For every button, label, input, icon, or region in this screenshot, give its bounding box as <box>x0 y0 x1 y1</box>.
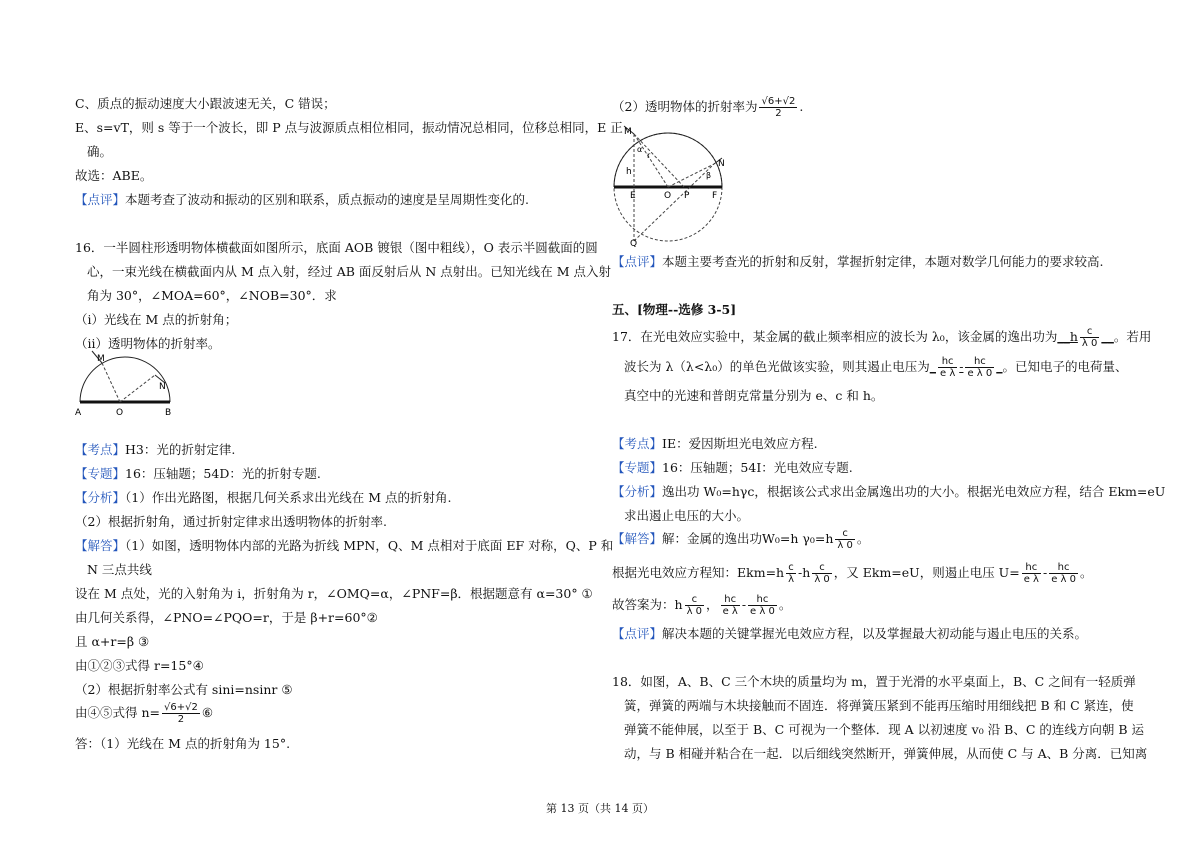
text-line: 故选：ABE。 <box>75 168 153 183</box>
text-line: E、s=vT，则 s 等于一个波长，即 P 点与波源质点相位相同，振动情况总相同，位移总相同，E 正 <box>75 120 623 135</box>
section-heading: 五、[物理--选修 3-5] <box>612 302 737 317</box>
label-q: Q <box>630 239 638 247</box>
comment-line <box>75 192 529 208</box>
question-17-line: 17．在光电效应实验中，某金属的截止频率相应的波长为 λ₀，该金属的逸出功为__h $\frac{c}{\lambda 0}$ __。若用 <box>612 326 1152 349</box>
comment-text: 本题考查了波动和振动的区别和联系，质点振动的速度是呈周期性变化的. <box>125 192 529 207</box>
jieda-text: （1）如图，透明物体内部的光路为折线 MPN，Q、M 点相对于底面 EF 对称，Q、P 和 <box>125 538 614 553</box>
text-line: 求出遏止电压的大小。 <box>624 508 750 523</box>
label-e: E <box>630 191 636 201</box>
comment-tag: 【点评】 <box>612 626 663 641</box>
text-line: 答：（1）光线在 M 点的折射角为 15°. <box>75 736 291 751</box>
zhuanti-tag: 【专题】 <box>612 460 663 475</box>
fraction: $\frac{√6+√2}{2}$ <box>164 702 198 725</box>
label-a: A <box>75 408 82 418</box>
question-17-line: 波长为 λ（λ<λ₀）的单色光做该实验，则其遏止电压为_ $\frac{hc}{\text{e λ}}$ - $\frac{hc}{\text{e λ 0}}$ _。已知电子的电荷量、 <box>624 356 1128 379</box>
fenxi-line <box>75 490 451 506</box>
text-line: N 三点共线 <box>87 562 152 577</box>
label-alpha: α <box>637 145 643 154</box>
formula-line: 由④⑤式得 n= $\frac{√6+√2}{2}$ ⑥ <box>75 702 214 725</box>
question-16-line: 16．一半圆柱形透明物体横截面如图所示，底面 AOB 镀银（图中粗线），O 表示半圆截面的圆 <box>75 240 598 255</box>
semicircle-figure <box>75 345 175 420</box>
kaodian-tag: 【考点】 <box>75 442 126 457</box>
jieda-line: 【解答】解：金属的逸出功W₀=h γ₀=h $\frac{c}{\lambda 0}$ 。 <box>612 528 870 551</box>
label-m: M <box>624 127 632 137</box>
fenxi-tag: 【分析】 <box>612 484 663 499</box>
text-line: （2）根据折射角，通过折射定律求出透明物体的折射率. <box>75 514 387 529</box>
comment-text: 解决本题的关键掌握光电效应方程，以及掌握最大初动能与遏止电压的关系。 <box>662 626 1088 641</box>
comment-line <box>612 254 1104 270</box>
label-n: N <box>718 159 725 169</box>
zhuanti-text: 16：压轴题；54D：光的折射专题. <box>125 466 321 481</box>
text-line: 设在 M 点处，光的入射角为 i，折射角为 r，∠OMQ=α，∠PNF=β．根据题意有 α=30° ① <box>75 586 593 601</box>
fenxi-text: 逸出功 W₀=hγc，根据该公式求出金属逸出功的大小。根据光电效应方程，结合 Ekm=eU <box>662 484 1166 499</box>
label-h: h <box>626 167 632 177</box>
answer-blank-2: _ $\frac{hc}{\text{e λ}}$ - $\frac{hc}{\text{e λ 0}}$ _ <box>929 356 1003 379</box>
comment-text: 本题主要考查光的折射和反射，掌握折射定律，本题对数学几何能力的要求较高. <box>662 254 1104 269</box>
formula-line: （2）透明物体的折射率为 $\frac{√6+√2}{2}$ . <box>612 96 804 119</box>
text-line: 确。 <box>87 144 113 159</box>
jieda-tag: 【解答】 <box>75 538 126 553</box>
label-f: F <box>712 191 718 201</box>
jieda-line <box>75 538 613 554</box>
question-18-line: 弹簧不能伸展，以至于 B、C 可视为一个整体．现 A 以初速度 v₀ 沿 B、C 的连线方向朝 B 运 <box>624 722 1145 737</box>
kaodian-line <box>612 436 818 452</box>
jieda-tag: 【解答】 <box>612 531 663 546</box>
light-path-figure <box>612 122 737 247</box>
formula-line: 故答案为：h $\frac{c}{\lambda 0}$ ， $\frac{hc}{\text{e λ}}$ - $\frac{hc}{\text{e λ 0}}$ 。 <box>612 594 792 617</box>
comment-line <box>612 626 1087 642</box>
text-line: 由①②③式得 r=15°④ <box>75 658 204 673</box>
formula-line: 根据光电效应方程知：Ekm=h $\frac{c}{\lambda}$ -h $\frac{c}{\lambda 0}$ ，又 Ekm=eU，则遏止电压 U= $\frac{hc}{\text{e λ}}$ - $\frac{hc}{\text{e λ 0}}$ 。 <box>612 562 1093 585</box>
label-m: M <box>97 354 105 364</box>
text-line: （2）根据折射率公式有 sini=nsinr ⑤ <box>75 682 293 697</box>
fenxi-line <box>612 484 1165 500</box>
question-17-line: 真空中的光速和普朗克常量分别为 e、c 和 h。 <box>624 388 884 403</box>
zhuanti-line <box>612 460 853 476</box>
zhuanti-line <box>75 466 321 482</box>
kaodian-line <box>75 442 235 458</box>
label-o: O <box>664 191 672 201</box>
question-16-line: 角为 30°，∠MOA=60°，∠NOB=30°．求 <box>87 288 337 303</box>
kaodian-text: IE：爱因斯坦光电效应方程. <box>662 436 818 451</box>
question-16-line: （i）光线在 M 点的折射角； <box>75 312 238 327</box>
question-16-line: 心，一束光线在横截面内从 M 点入射，经过 AB 面反射后从 N 点射出。已知光线在 M 点入射 <box>87 264 612 279</box>
label-beta: β <box>706 171 712 180</box>
text-line: 且 α+r=β ③ <box>75 634 150 649</box>
label-b: B <box>165 408 172 418</box>
comment-tag: 【点评】 <box>75 192 126 207</box>
fenxi-tag: 【分析】 <box>75 490 126 505</box>
label-p: P <box>684 191 690 201</box>
question-18-line: 簧，弹簧的两端与木块接触而不固连．将弹簧压紧到不能再压缩时用细线把 B 和 C 紧连，使 <box>624 698 1134 713</box>
text-line: 由几何关系得，∠PNO=∠PQO=r，于是 β+r=60°② <box>75 610 378 625</box>
fenxi-text: （1）作出光路图，根据几何关系求出光线在 M 点的折射角. <box>125 490 452 505</box>
question-18-line: 18．如图，A、B、C 三个木块的质量均为 m，置于光滑的水平桌面上，B、C 之间有一轻质弹 <box>612 674 1136 689</box>
fraction: $\frac{√6+√2}{2}$ <box>761 96 796 119</box>
kaodian-text: H3：光的折射定律. <box>125 442 236 457</box>
answer-blank-1: __h $\frac{c}{\lambda 0}$ __ <box>1057 326 1114 349</box>
text-line: C、质点的振动速度大小跟波速无关，C 错误； <box>75 96 336 111</box>
page-footer: 第 13 页（共 14 页） <box>546 802 654 815</box>
label-n: N <box>159 382 166 392</box>
question-16-line: （ii）透明物体的折射率。 <box>75 336 221 351</box>
label-r: r <box>647 151 651 160</box>
zhuanti-tag: 【专题】 <box>75 466 126 481</box>
comment-tag: 【点评】 <box>612 254 663 269</box>
label-o: O <box>116 408 124 418</box>
zhuanti-text: 16：压轴题；54I：光电效应专题. <box>662 460 853 475</box>
question-18-line: 动，与 B 相碰并粘合在一起．以后细线突然断开，弹簧伸展，从而使 C 与 A、B 分离．已知离 <box>624 746 1148 761</box>
kaodian-tag: 【考点】 <box>612 436 663 451</box>
